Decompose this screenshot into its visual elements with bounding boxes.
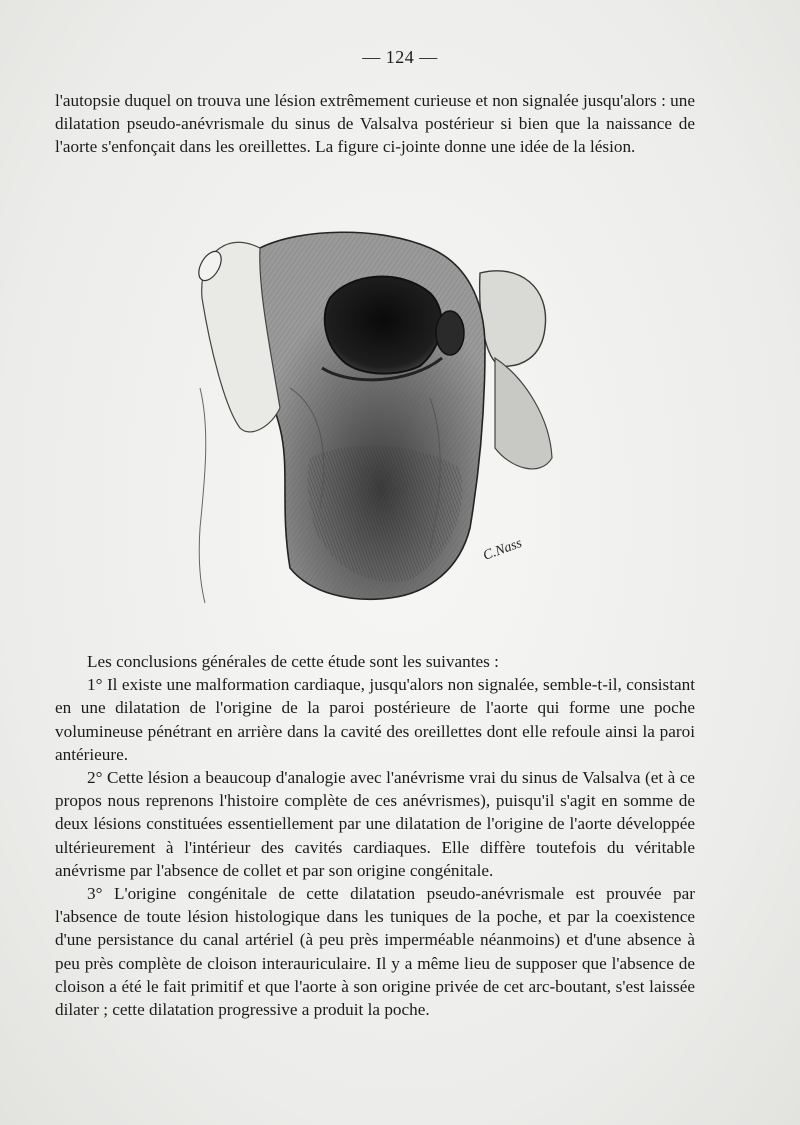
artist-signature: C.Nass	[481, 535, 525, 564]
conclusion-point-2: 2° Cette lésion a beaucoup d'analogie avec l'anévrisme vrai du sinus de Valsalva (et à ce propos nous reprenons l'histoire complète de ces anévrismes), puisqu'il s'agit en somme de deux lésions constituées essentiellement par une dilatation de l'origine de l'aorte développée ultérieurement à l'intérieur des cavités cardiaques. Elle diffère toutefois du véritable anévrisme par l'absence de collet et par son origine congénitale.	[55, 768, 695, 880]
small-opening	[436, 311, 464, 355]
heart-lesion-illustration	[180, 208, 580, 608]
conclusions-lead: Les conclusions générales de cette étude sont les suivantes :	[87, 652, 499, 671]
intro-text: l'autopsie duquel on trouva une lésion extrêmement curieuse et non signalée jusqu'alors : une dilatation pseudo-anévrismale du sinus de Valsalva postérieur si bien que la naissance de l'aorte s'enfonçait dans les oreillettes. La figure ci-jointe donne une idée de la lésion.	[55, 91, 695, 157]
right-appendage-shape	[495, 358, 552, 469]
page-number: — 124 —	[362, 47, 438, 67]
intro-paragraph	[55, 89, 695, 159]
aneurysm-cavity	[325, 277, 442, 374]
anatomical-figure	[180, 208, 580, 608]
conclusions-section	[55, 650, 695, 1021]
conclusion-point-1: 1° Il existe une malformation cardiaque, jusqu'alors non signalée, semble-t-il, consistant en une dilatation de l'origine de la paroi postérieure de l'aorte qui forme une poche volumineuse pénétrant en arrière dans la cavité des oreillettes dont elle refoule ainsi la paroi antérieure.	[55, 675, 695, 764]
right-lobe-shape	[480, 271, 546, 366]
left-edge-line	[199, 388, 206, 603]
conclusion-point-3: 3° L'origine congénitale de cette dilatation pseudo-anévrismale est prouvée par l'absence de toute lésion histologique dans les tuniques de la poche, et par la coexistence d'une persistance du canal artériel (à peu près imperméable néanmoins) et d'une absence à peu près complète de cloison interauriculaire. Il y a même lieu de supposer que l'absence de cloison a été le fait primitif et que l'aorte à son origine privée de cet arc-boutant, s'est laissée dilater ; cette dilatation progressive a produit la poche.	[55, 884, 695, 1020]
